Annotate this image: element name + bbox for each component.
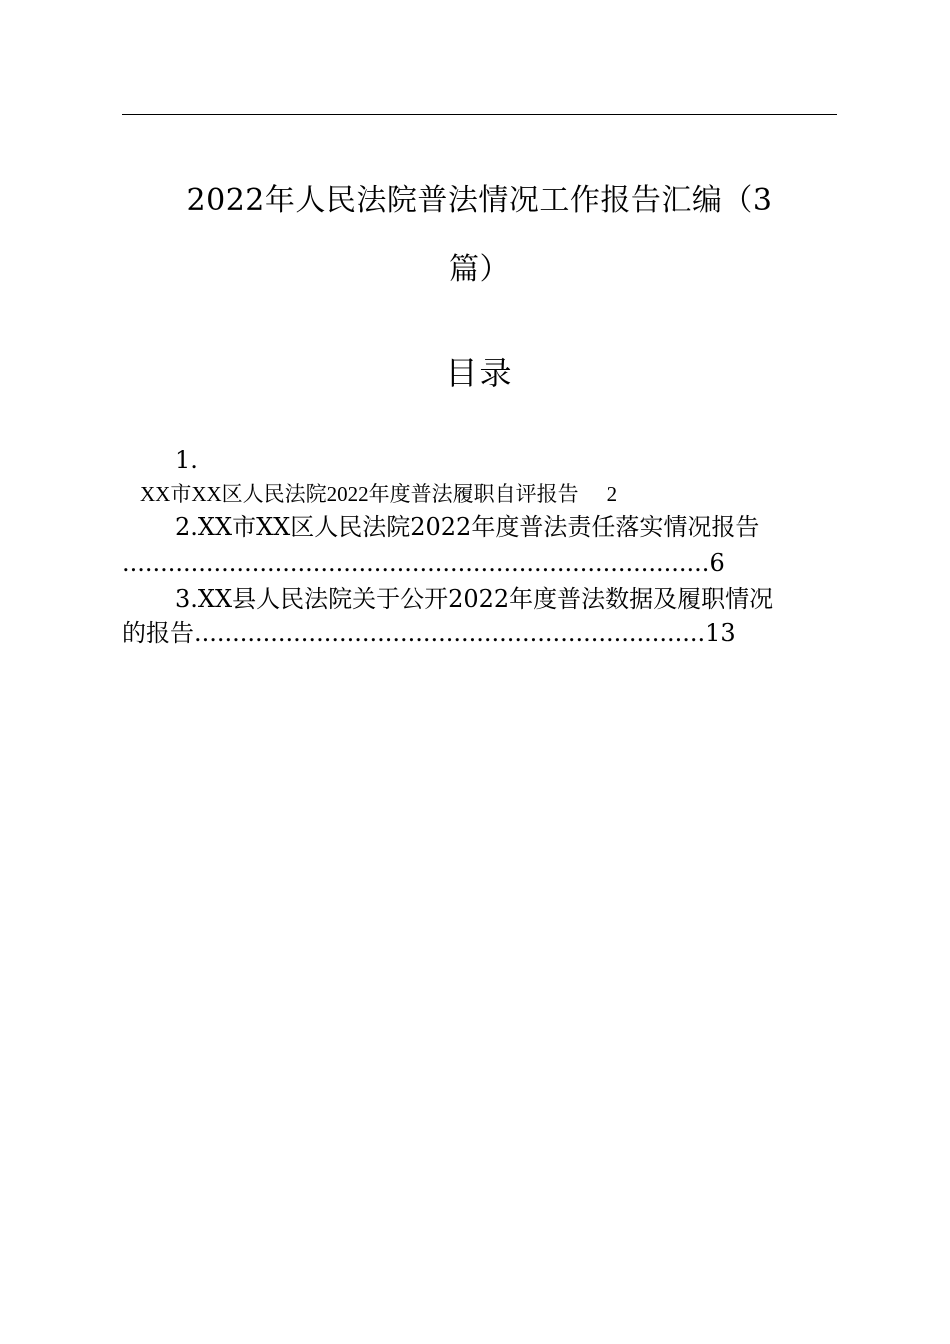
toc-heading: 目录 — [445, 354, 514, 392]
toc-entry-2[interactable] — [175, 511, 759, 543]
document-title-line-1: 2022年人民法院普法情况工作报告汇编（3 — [186, 183, 773, 218]
toc-entry-3-line-2[interactable] — [122, 617, 736, 649]
toc-entry-2-page: 6 — [709, 549, 725, 577]
toc-entry-3-page: 13 — [705, 619, 736, 647]
toc-entry-1-page: 2 — [606, 482, 618, 506]
toc-entry-2-text: 2.XX市XX区人民法院2022年度普法责任落实情况报告 — [175, 513, 760, 541]
toc-entry-3[interactable] — [175, 583, 773, 615]
toc-entry-3-leader: ................................................................... — [194, 619, 706, 647]
toc-entry-3-text-line-2: 的报告 — [122, 619, 194, 647]
toc-entry-1[interactable] — [140, 479, 617, 509]
document-title-line-2: 篇） — [449, 252, 510, 287]
toc-entry-1-number: 1. — [175, 446, 198, 474]
toc-entry-3-text-line-1: 3.XX县人民法院关于公开2022年度普法数据及履职情况 — [175, 585, 774, 613]
toc-entry-2-leader: ............................................................................. — [122, 549, 710, 577]
header-rule — [122, 114, 837, 115]
toc-entry-1-text: XX市XX区人民法院2022年度普法履职自评报告 — [140, 482, 579, 506]
toc-entry-2-leader-line[interactable] — [122, 547, 725, 579]
